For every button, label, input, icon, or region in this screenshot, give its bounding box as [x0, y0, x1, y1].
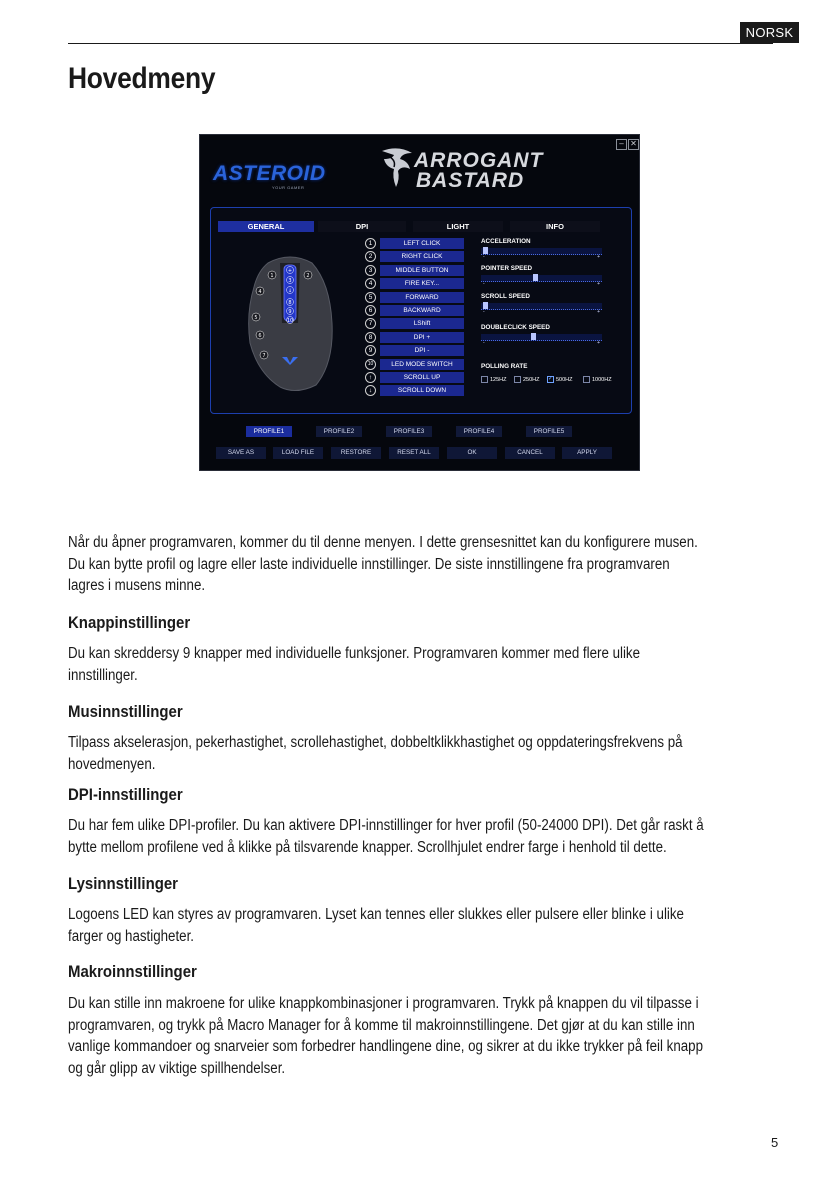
button-number: 6 [365, 305, 376, 316]
button-number: 1 [365, 238, 376, 249]
button-number: 4 [365, 278, 376, 289]
scroll-speed-slider[interactable] [481, 303, 602, 315]
svg-text:6: 6 [258, 333, 262, 339]
section-text: bytte mellom profilene ved å klikke på tilsvarende knapper. Scrollhjulet endrer farge i henhold til dette. [68, 838, 667, 856]
polling-option-label: 500HZ [556, 376, 573, 383]
button-function[interactable]: SCROLL UP [380, 372, 464, 383]
profile-2-button[interactable]: PROFILE2 [316, 426, 362, 437]
button-function[interactable]: DPI + [380, 332, 464, 343]
button-row [365, 305, 465, 316]
pointer-speed-label: POINTER SPEED [481, 265, 533, 272]
page-title: Hovedmeny [68, 62, 216, 95]
section-text: Tilpass akselerasjon, pekerhastighet, scrollehastighet, dobbeltklikkhastighet og oppdateringsfrekvens på [68, 734, 683, 751]
button-number: ↑ [365, 372, 376, 383]
asteroid-logo-subtitle: YOUR GAMER [272, 185, 305, 190]
tribal-emblem-icon [378, 145, 418, 189]
language-tag: NORSK [740, 22, 799, 43]
svg-text:8: 8 [288, 300, 292, 306]
logo-line-2: BASTARD [416, 169, 525, 192]
svg-text:↓: ↓ [287, 288, 293, 294]
section-text: Du har fem ulike DPI-profiler. Du kan aktivere DPI-innstillinger for hver profil (50-24000 DPI). Det går raskt å [68, 817, 704, 834]
section-heading-macro: Makroinnstillinger [68, 962, 197, 981]
header-rule [68, 43, 773, 44]
slider-max: + [597, 281, 600, 287]
reset-all-button[interactable]: RESET ALL [389, 447, 439, 459]
doubleclick-speed-slider[interactable] [481, 334, 602, 346]
tab-light[interactable]: LIGHT [413, 221, 503, 232]
mouse-illustration [240, 253, 340, 393]
button-function[interactable]: DPI - [380, 345, 464, 356]
intro-line: Når du åpner programvaren, kommer du til denne menyen. I dette grensesnittet kan du konfigurere musen. [68, 534, 698, 551]
slider-thumb[interactable] [533, 274, 538, 281]
polling-option[interactable] [514, 376, 540, 383]
section-text: vanlige kommandoer og snarveier som forbedrer handlingene dine, og sikrer at du ikke trykker på feil knapp [68, 1038, 704, 1055]
button-row [365, 292, 465, 303]
profile-bar [246, 426, 606, 438]
button-number: 7 [365, 318, 376, 329]
section-heading-dpi: DPI-innstillinger [68, 785, 183, 804]
close-button[interactable]: ✕ [628, 139, 639, 150]
button-function[interactable]: LEFT CLICK [380, 238, 464, 249]
cancel-button[interactable]: CANCEL [505, 447, 555, 459]
button-row [365, 278, 465, 289]
svg-text:4: 4 [258, 289, 262, 295]
action-bar [216, 447, 624, 459]
software-screenshot [199, 134, 640, 471]
svg-text:7: 7 [262, 353, 266, 359]
svg-text:3: 3 [288, 278, 292, 284]
section-text: innstillinger. [68, 666, 138, 684]
polling-option[interactable] [583, 376, 612, 383]
tab-info[interactable]: INFO [510, 221, 600, 232]
tab-bar [218, 221, 622, 232]
polling-option-label: 1000HZ [592, 376, 612, 383]
slider-min: - [483, 309, 485, 315]
asteroid-logo: ASTEROID [213, 162, 326, 185]
polling-rate-label: POLLING RATE [481, 363, 528, 370]
button-number: 10 [365, 359, 376, 370]
page-number: 5 [771, 1135, 779, 1150]
profile-3-button[interactable]: PROFILE3 [386, 426, 432, 437]
slider-thumb[interactable] [483, 302, 488, 309]
slider-max: + [597, 254, 600, 260]
button-function[interactable]: SCROLL DOWN [380, 385, 464, 396]
section-heading-mouse: Musinnstillinger [68, 702, 183, 721]
button-number: ↓ [365, 385, 376, 396]
svg-text:5: 5 [254, 315, 258, 321]
slider-max: + [597, 340, 600, 346]
tab-dpi[interactable]: DPI [318, 221, 406, 232]
section-text: hovedmenyen. [68, 755, 156, 773]
doubleclick-speed-label: DOUBLECLICK SPEED [481, 324, 550, 331]
button-function[interactable]: BACKWARD [380, 305, 464, 316]
profile-4-button[interactable]: PROFILE4 [456, 426, 502, 437]
save-as-button[interactable]: SAVE AS [216, 447, 266, 459]
section-text: farger og hastigheter. [68, 927, 194, 945]
polling-option-label: 250HZ [523, 376, 540, 383]
slider-min: - [483, 281, 485, 287]
button-function[interactable]: RIGHT CLICK [380, 251, 464, 262]
button-number: 9 [365, 345, 376, 356]
button-number: 5 [365, 292, 376, 303]
checkbox[interactable] [514, 376, 521, 383]
button-row [365, 359, 465, 370]
section-heading-light: Lysinnstillinger [68, 874, 179, 893]
polling-option-selected[interactable] [547, 376, 573, 383]
button-number: 8 [365, 332, 376, 343]
pointer-speed-slider[interactable] [481, 275, 602, 287]
button-row [365, 385, 465, 396]
arrogant-bastard-logo [414, 151, 543, 191]
button-row [365, 318, 465, 329]
tab-general[interactable]: GENERAL [218, 221, 314, 232]
button-function[interactable]: FORWARD [380, 292, 464, 303]
section-text: programvaren, og trykk på Macro Manager for å komme til makroinnstillingene. Det gjør at du kan stille inn [68, 1016, 695, 1034]
checkbox[interactable] [481, 376, 488, 383]
section-text: Logoens LED kan styres av programvaren. Lyset kan tennes eller slukkes eller pulsere eller blinke i ulike [68, 906, 684, 923]
acceleration-label: ACCELERATION [481, 238, 531, 245]
logo-line-1: ARROGANT [414, 149, 544, 172]
button-row [365, 345, 465, 356]
section-text: Du kan stille inn makroene for ulike knappkombinasjoner i programvaren. Trykk på knappen du vil tilpasse i [68, 995, 699, 1012]
button-row [365, 238, 465, 249]
button-function[interactable]: FIRE KEY... [380, 278, 464, 289]
button-row [365, 332, 465, 343]
button-function[interactable]: LShift [380, 318, 464, 329]
slider-min: - [483, 254, 485, 260]
button-row [365, 372, 465, 383]
button-number: 3 [365, 265, 376, 276]
svg-text:9: 9 [288, 309, 292, 315]
svg-text:+: + [287, 268, 293, 274]
section-text: og går glipp av viktige spillhendelser. [68, 1059, 286, 1077]
minimize-button[interactable]: – [616, 139, 627, 150]
restore-button[interactable]: RESTORE [331, 447, 381, 459]
svg-text:2: 2 [306, 273, 310, 279]
slider-max: + [597, 309, 600, 315]
load-file-button[interactable]: LOAD FILE [273, 447, 323, 459]
svg-text:1: 1 [270, 273, 274, 279]
check-icon[interactable]: ✓ [548, 376, 554, 382]
section-text: Du kan skreddersy 9 knapper med individuelle funksjoner. Programvaren kommer med flere ulike [68, 645, 640, 662]
svg-text:10: 10 [286, 318, 294, 324]
ok-button[interactable]: OK [447, 447, 497, 459]
intro-line: lagres i musens minne. [68, 577, 206, 594]
polling-option[interactable] [481, 376, 507, 383]
acceleration-slider[interactable] [481, 248, 602, 260]
slider-min: - [483, 340, 485, 346]
button-number: 2 [365, 251, 376, 262]
button-row [365, 265, 465, 276]
button-row [365, 251, 465, 262]
checkbox[interactable] [583, 376, 590, 383]
apply-button[interactable]: APPLY [562, 447, 612, 459]
intro-line: Du kan bytte profil og lagre eller laste individuelle innstillinger. De siste innstillingene fra programvaren [68, 555, 670, 573]
slider-thumb[interactable] [483, 247, 488, 254]
slider-thumb[interactable] [531, 333, 536, 340]
button-function[interactable]: MIDDLE BUTTON [380, 265, 464, 276]
button-function[interactable]: LED MODE SWITCH [380, 359, 464, 370]
scroll-speed-label: SCROLL SPEED [481, 293, 530, 300]
profile-1-button[interactable]: PROFILE1 [246, 426, 292, 437]
polling-option-label: 125HZ [490, 376, 507, 383]
profile-5-button[interactable]: PROFILE5 [526, 426, 572, 437]
section-heading-buttons: Knappinstillinger [68, 613, 191, 632]
